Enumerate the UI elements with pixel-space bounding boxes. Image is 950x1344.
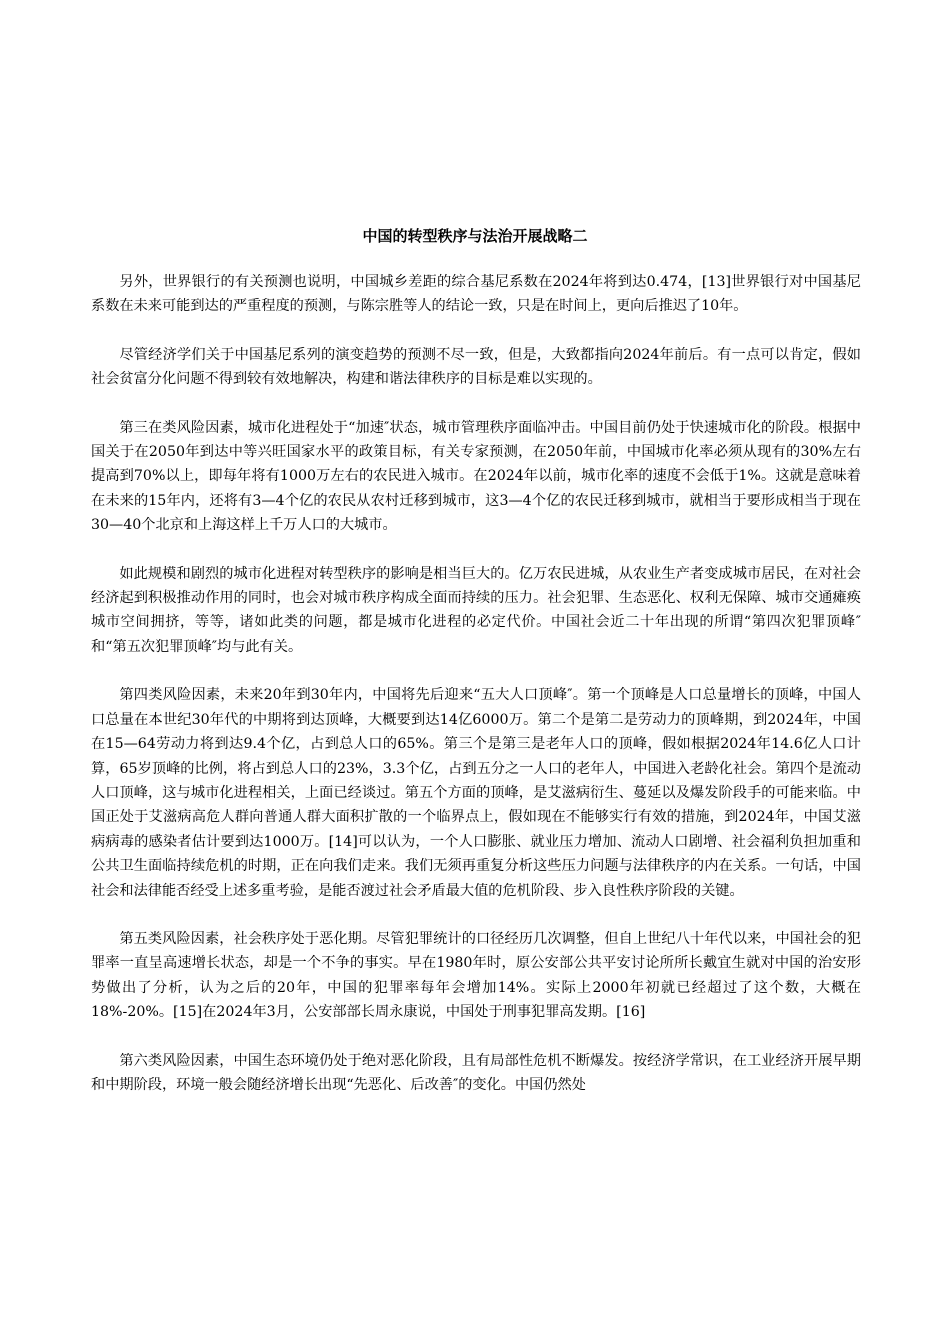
paragraph-7: 第六类风险因素，中国生态环境仍处于绝对恶化阶段，且有局部性危机不断爆发。按经济学常识，在工业经济开展早期和中期阶段，环境一般会随经济增长出现“先恶化、后改善″的变化。中国仍然处 [91,1052,861,1093]
paragraph-2: 尽管经济学们关于中国基尼系列的演变趋势的预测不尽一致，但是，大致都指向2024年前后。有一点可以肯定，假如社会贫富分化问题不得到较有效地解决，构建和谐法律秩序的目标是难以实现的。 [91,346,861,388]
paragraph-1: 另外，世界银行的有关预测也说明，中国城乡差距的综合基尼系数在2024年将到达0.474，[13]世界银行对中国基尼系数在未来可能到达的严重程度的预测，与陈宗胜等人的结论一致，只是在时间上，更向后推迟了10年。 [91,274,861,315]
paragraph-5: 第四类风险因素，未来20年到30年内，中国将先后迎来“五大人口顶峰″。第一个顶峰是人口总量增长的顶峰，中国人口总量在本世纪30年代的中期将到达顶峰，大概要到达14亿6000万。第二个是第二是劳动力的顶峰期，到2024年，中国在15—64劳动力将到达9.4个亿，占到总人口的65%。第三个是第三是老年人口的顶峰，假如根据2024年14.6亿人口计算，65岁顶峰的比例，将占到总人口的23%，3.3个亿，占到五分之一人口的老年人，中国进入老龄化社会。第四个是流动人口顶峰，这与城市化进程相关，上面已经谈过。第五个方面的顶峰，是艾滋病衍生、蔓延以及爆发阶段手的可能来临。中国正处于艾滋病高危人群向普通人群大面积扩散的一个临界点上，假如现在不能够实行有效的措施，到2024年，中国艾滋病病毒的感染者估计要到达1000万。[14]可以认为，一个人口膨胀、就业压力增加、流动人口剧增、社会福利负担加重和公共卫生面临持续危机的时期，正在向我们走来。我们无须再重复分析这些压力问题与法律秩序的内在关系。一句话，中国社会和法律能否经受上述多重考验，是能否渡过社会矛盾最大值的危机阶段、步入良性秩序阶段的关键。 [91,687,861,899]
paragraph-4: 如此规模和剧烈的城市化进程对转型秩序的影响是相当巨大的。亿万农民进城，从农业生产者变成城市居民，在对社会经济起到积极推动作用的同时，也会对城市秩序构成全面而持续的压力。社会犯罪、生态恶化、权利无保障、城市交通瘫痪城市空间拥挤，等等，诸如此类的问题，都是城市化进程的必定代价。中国社会近二十年出现的所谓“第四次犯罪顶峰″和“第五次犯罪顶峰″均与此有关。 [91,565,861,655]
document-title: 中国的转型秩序与法治开展战略二 [362,227,588,245]
document-body [91,270,861,1121]
paragraph-6: 第五类风险因素，社会秩序处于恶化期。尽管犯罪统计的口径经历几次调整，但自上世纪八十年代以来，中国社会的犯罪率一直呈高速增长状态，却是一个不争的事实。早在1980年时，原公安部公共平安讨论所所长戴宜生就对中国的治安形势做出了分析，认为之后的20年，中国的犯罪率每年会增加14%。实际上2000年初就已经超过了这个数，大概在18%-20%。[15]在2024年3月，公安部部长周永康说，中国处于刑事犯罪高发期。[16] [91,930,861,1021]
paragraph-3: 第三在类风险因素，城市化进程处于“加速″状态，城市管理秩序面临冲击。中国目前仍处于快速城市化的阶段。根据中国关于在2050年到达中等兴旺国家水平的政策目标，有关专家预测，在2050年前，中国城市化率必须从现有的30%左右提高到70%以上，即每年将有1000万左右的农民进入城市。在2024年以前，城市化率的速度不会低于1%。这就是意味着在未来的15年内，还将有3—4个亿的农民从农村迁移到城市，这3—4个亿的农民迁移到城市，就相当于要形成相当于现在30—40个北京和上海这样上千万人口的大城市。 [91,419,861,534]
